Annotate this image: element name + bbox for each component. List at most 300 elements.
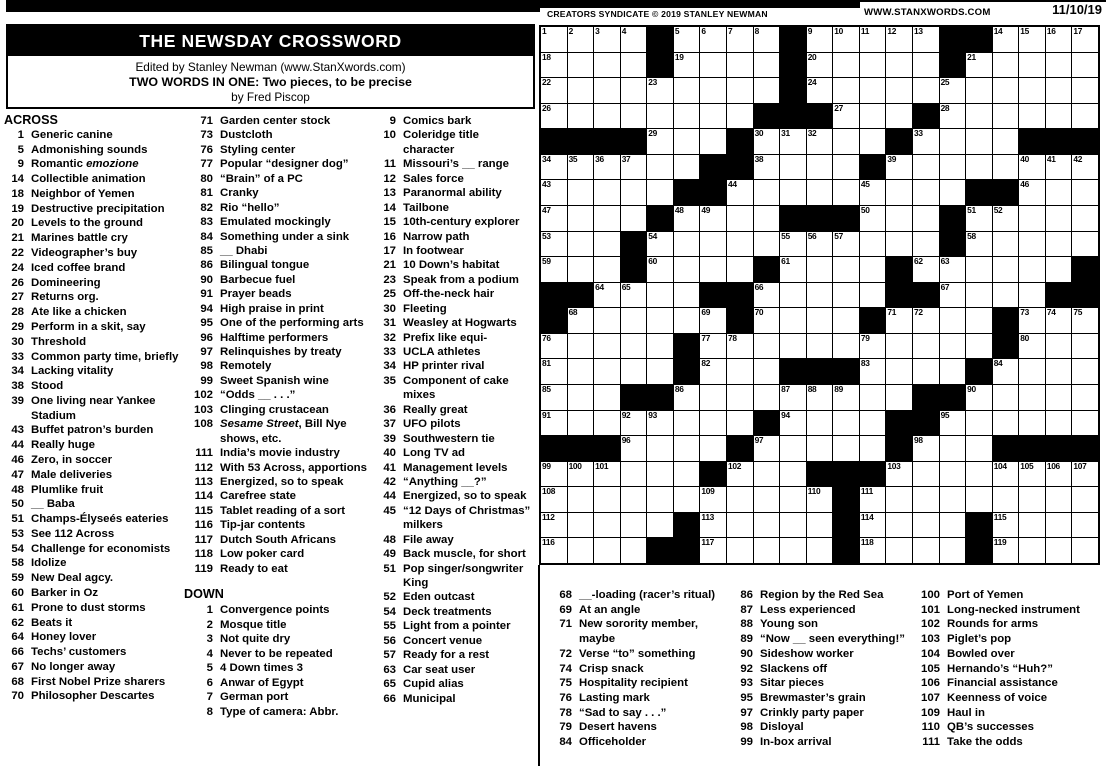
- grid-cell-r10c18[interactable]: [1019, 283, 1045, 308]
- grid-cell-r15c9[interactable]: [780, 411, 806, 436]
- grid-cell-r3c4[interactable]: [647, 104, 673, 129]
- grid-cell-r5c9[interactable]: [780, 155, 806, 180]
- grid-cell-r9c4[interactable]: [647, 257, 673, 282]
- grid-cell-r4c4[interactable]: [647, 129, 673, 154]
- grid-cell-r7c18[interactable]: [1019, 206, 1045, 231]
- grid-cell-r6c19[interactable]: [1046, 180, 1072, 205]
- grid-cell-r19c6[interactable]: [700, 513, 726, 538]
- grid-cell-r16c8[interactable]: [754, 436, 780, 461]
- grid-cell-r12c16[interactable]: [966, 334, 992, 359]
- grid-cell-r2c10[interactable]: [807, 78, 833, 103]
- grid-cell-r4c9[interactable]: [780, 129, 806, 154]
- grid-cell-r18c16[interactable]: [966, 487, 992, 512]
- grid-cell-r1c20[interactable]: [1072, 53, 1098, 78]
- grid-cell-r2c20[interactable]: [1072, 78, 1098, 103]
- grid-cell-r8c11[interactable]: [833, 232, 859, 257]
- grid-cell-r15c0[interactable]: [541, 411, 567, 436]
- grid-cell-r18c13[interactable]: [886, 487, 912, 512]
- grid-cell-r3c0[interactable]: [541, 104, 567, 129]
- grid-cell-r20c8[interactable]: [754, 538, 780, 563]
- grid-cell-r13c2[interactable]: [594, 359, 620, 384]
- grid-cell-r16c4[interactable]: [647, 436, 673, 461]
- grid-cell-r2c2[interactable]: [594, 78, 620, 103]
- grid-cell-r7c1[interactable]: [568, 206, 594, 231]
- grid-cell-r14c11[interactable]: [833, 385, 859, 410]
- grid-cell-r3c12[interactable]: [860, 104, 886, 129]
- grid-cell-r8c0[interactable]: [541, 232, 567, 257]
- grid-cell-r9c18[interactable]: [1019, 257, 1045, 282]
- grid-cell-r11c9[interactable]: [780, 308, 806, 333]
- grid-cell-r18c9[interactable]: [780, 487, 806, 512]
- grid-cell-r9c15[interactable]: [940, 257, 966, 282]
- grid-cell-r8c17[interactable]: [993, 232, 1019, 257]
- grid-cell-r8c2[interactable]: [594, 232, 620, 257]
- grid-cell-r6c12[interactable]: [860, 180, 886, 205]
- grid-cell-r6c0[interactable]: [541, 180, 567, 205]
- grid-cell-r1c1[interactable]: [568, 53, 594, 78]
- grid-cell-r5c1[interactable]: [568, 155, 594, 180]
- grid-cell-r5c2[interactable]: [594, 155, 620, 180]
- grid-cell-r12c12[interactable]: [860, 334, 886, 359]
- grid-cell-r8c4[interactable]: [647, 232, 673, 257]
- grid-cell-r5c19[interactable]: [1046, 155, 1072, 180]
- grid-cell-r12c9[interactable]: [780, 334, 806, 359]
- grid-cell-r20c14[interactable]: [913, 538, 939, 563]
- grid-cell-r19c14[interactable]: [913, 513, 939, 538]
- grid-cell-r18c2[interactable]: [594, 487, 620, 512]
- grid-cell-r4c12[interactable]: [860, 129, 886, 154]
- grid-cell-r10c11[interactable]: [833, 283, 859, 308]
- grid-cell-r20c1[interactable]: [568, 538, 594, 563]
- grid-cell-r9c17[interactable]: [993, 257, 1019, 282]
- grid-cell-r10c9[interactable]: [780, 283, 806, 308]
- grid-cell-r12c11[interactable]: [833, 334, 859, 359]
- grid-cell-r17c4[interactable]: [647, 462, 673, 487]
- grid-cell-r5c10[interactable]: [807, 155, 833, 180]
- grid-cell-r7c2[interactable]: [594, 206, 620, 231]
- grid-cell-r19c19[interactable]: [1046, 513, 1072, 538]
- grid-cell-r12c20[interactable]: [1072, 334, 1098, 359]
- grid-cell-r20c12[interactable]: [860, 538, 886, 563]
- grid-cell-r0c20[interactable]: [1072, 27, 1098, 52]
- grid-cell-r11c10[interactable]: [807, 308, 833, 333]
- grid-cell-r12c18[interactable]: [1019, 334, 1045, 359]
- grid-cell-r4c11[interactable]: [833, 129, 859, 154]
- grid-cell-r0c14[interactable]: [913, 27, 939, 52]
- grid-cell-r16c5[interactable]: [674, 436, 700, 461]
- grid-cell-r3c20[interactable]: [1072, 104, 1098, 129]
- grid-cell-r8c20[interactable]: [1072, 232, 1098, 257]
- grid-cell-r14c0[interactable]: [541, 385, 567, 410]
- grid-cell-r2c0[interactable]: [541, 78, 567, 103]
- grid-cell-r13c4[interactable]: [647, 359, 673, 384]
- grid-cell-r10c16[interactable]: [966, 283, 992, 308]
- grid-cell-r12c2[interactable]: [594, 334, 620, 359]
- grid-cell-r0c2[interactable]: [594, 27, 620, 52]
- grid-cell-r16c15[interactable]: [940, 436, 966, 461]
- grid-cell-r6c13[interactable]: [886, 180, 912, 205]
- grid-cell-r3c1[interactable]: [568, 104, 594, 129]
- grid-cell-r16c14[interactable]: [913, 436, 939, 461]
- grid-cell-r5c4[interactable]: [647, 155, 673, 180]
- grid-cell-r4c17[interactable]: [993, 129, 1019, 154]
- grid-cell-r9c10[interactable]: [807, 257, 833, 282]
- grid-cell-r9c14[interactable]: [913, 257, 939, 282]
- grid-cell-r12c14[interactable]: [913, 334, 939, 359]
- grid-cell-r1c0[interactable]: [541, 53, 567, 78]
- grid-cell-r15c5[interactable]: [674, 411, 700, 436]
- grid-cell-r18c17[interactable]: [993, 487, 1019, 512]
- grid-cell-r6c7[interactable]: [727, 180, 753, 205]
- grid-cell-r20c6[interactable]: [700, 538, 726, 563]
- grid-cell-r3c3[interactable]: [621, 104, 647, 129]
- grid-cell-r2c4[interactable]: [647, 78, 673, 103]
- grid-cell-r3c13[interactable]: [886, 104, 912, 129]
- grid-cell-r11c16[interactable]: [966, 308, 992, 333]
- grid-cell-r5c11[interactable]: [833, 155, 859, 180]
- grid-cell-r18c3[interactable]: [621, 487, 647, 512]
- grid-cell-r8c6[interactable]: [700, 232, 726, 257]
- grid-cell-r18c7[interactable]: [727, 487, 753, 512]
- grid-cell-r0c3[interactable]: [621, 27, 647, 52]
- grid-cell-r4c8[interactable]: [754, 129, 780, 154]
- grid-cell-r17c5[interactable]: [674, 462, 700, 487]
- grid-cell-r17c7[interactable]: [727, 462, 753, 487]
- grid-cell-r17c2[interactable]: [594, 462, 620, 487]
- grid-cell-r17c14[interactable]: [913, 462, 939, 487]
- grid-cell-r11c4[interactable]: [647, 308, 673, 333]
- grid-cell-r2c16[interactable]: [966, 78, 992, 103]
- grid-cell-r1c18[interactable]: [1019, 53, 1045, 78]
- grid-cell-r16c12[interactable]: [860, 436, 886, 461]
- grid-cell-r13c17[interactable]: [993, 359, 1019, 384]
- grid-cell-r5c14[interactable]: [913, 155, 939, 180]
- grid-cell-r5c13[interactable]: [886, 155, 912, 180]
- grid-cell-r16c9[interactable]: [780, 436, 806, 461]
- grid-cell-r8c9[interactable]: [780, 232, 806, 257]
- grid-cell-r9c9[interactable]: [780, 257, 806, 282]
- grid-cell-r1c12[interactable]: [860, 53, 886, 78]
- grid-cell-r17c0[interactable]: [541, 462, 567, 487]
- grid-cell-r20c0[interactable]: [541, 538, 567, 563]
- grid-cell-r1c19[interactable]: [1046, 53, 1072, 78]
- grid-cell-r1c8[interactable]: [754, 53, 780, 78]
- grid-cell-r14c17[interactable]: [993, 385, 1019, 410]
- grid-cell-r6c3[interactable]: [621, 180, 647, 205]
- grid-cell-r8c8[interactable]: [754, 232, 780, 257]
- grid-cell-r7c16[interactable]: [966, 206, 992, 231]
- grid-cell-r18c14[interactable]: [913, 487, 939, 512]
- grid-cell-r8c1[interactable]: [568, 232, 594, 257]
- grid-cell-r0c17[interactable]: [993, 27, 1019, 52]
- grid-cell-r17c19[interactable]: [1046, 462, 1072, 487]
- grid-cell-r8c12[interactable]: [860, 232, 886, 257]
- grid-cell-r11c19[interactable]: [1046, 308, 1072, 333]
- grid-cell-r14c8[interactable]: [754, 385, 780, 410]
- grid-cell-r10c2[interactable]: [594, 283, 620, 308]
- grid-cell-r3c2[interactable]: [594, 104, 620, 129]
- grid-cell-r8c14[interactable]: [913, 232, 939, 257]
- grid-cell-r13c7[interactable]: [727, 359, 753, 384]
- grid-cell-r13c3[interactable]: [621, 359, 647, 384]
- grid-cell-r15c11[interactable]: [833, 411, 859, 436]
- grid-cell-r9c0[interactable]: [541, 257, 567, 282]
- grid-cell-r18c12[interactable]: [860, 487, 886, 512]
- grid-cell-r0c6[interactable]: [700, 27, 726, 52]
- grid-cell-r3c5[interactable]: [674, 104, 700, 129]
- grid-cell-r6c20[interactable]: [1072, 180, 1098, 205]
- grid-cell-r19c1[interactable]: [568, 513, 594, 538]
- grid-cell-r6c18[interactable]: [1019, 180, 1045, 205]
- grid-cell-r17c9[interactable]: [780, 462, 806, 487]
- grid-cell-r0c10[interactable]: [807, 27, 833, 52]
- grid-cell-r19c8[interactable]: [754, 513, 780, 538]
- grid-cell-r11c5[interactable]: [674, 308, 700, 333]
- grid-cell-r15c19[interactable]: [1046, 411, 1072, 436]
- grid-cell-r19c7[interactable]: [727, 513, 753, 538]
- grid-cell-r19c12[interactable]: [860, 513, 886, 538]
- grid-cell-r2c7[interactable]: [727, 78, 753, 103]
- grid-cell-r17c8[interactable]: [754, 462, 780, 487]
- grid-cell-r3c17[interactable]: [993, 104, 1019, 129]
- grid-cell-r17c3[interactable]: [621, 462, 647, 487]
- grid-cell-r13c1[interactable]: [568, 359, 594, 384]
- grid-cell-r15c2[interactable]: [594, 411, 620, 436]
- grid-cell-r13c0[interactable]: [541, 359, 567, 384]
- grid-cell-r6c15[interactable]: [940, 180, 966, 205]
- grid-cell-r14c16[interactable]: [966, 385, 992, 410]
- grid-cell-r20c18[interactable]: [1019, 538, 1045, 563]
- grid-cell-r10c10[interactable]: [807, 283, 833, 308]
- grid-cell-r12c4[interactable]: [647, 334, 673, 359]
- grid-cell-r19c18[interactable]: [1019, 513, 1045, 538]
- grid-cell-r20c15[interactable]: [940, 538, 966, 563]
- grid-cell-r8c5[interactable]: [674, 232, 700, 257]
- grid-cell-r0c8[interactable]: [754, 27, 780, 52]
- grid-cell-r0c12[interactable]: [860, 27, 886, 52]
- grid-cell-r16c11[interactable]: [833, 436, 859, 461]
- grid-cell-r18c19[interactable]: [1046, 487, 1072, 512]
- grid-cell-r11c2[interactable]: [594, 308, 620, 333]
- grid-cell-r0c7[interactable]: [727, 27, 753, 52]
- grid-cell-r16c16[interactable]: [966, 436, 992, 461]
- grid-cell-r9c16[interactable]: [966, 257, 992, 282]
- grid-cell-r0c13[interactable]: [886, 27, 912, 52]
- grid-cell-r2c12[interactable]: [860, 78, 886, 103]
- grid-cell-r5c5[interactable]: [674, 155, 700, 180]
- grid-cell-r9c6[interactable]: [700, 257, 726, 282]
- grid-cell-r0c5[interactable]: [674, 27, 700, 52]
- grid-cell-r8c16[interactable]: [966, 232, 992, 257]
- grid-cell-r18c20[interactable]: [1072, 487, 1098, 512]
- grid-cell-r15c12[interactable]: [860, 411, 886, 436]
- grid-cell-r12c7[interactable]: [727, 334, 753, 359]
- grid-cell-r20c17[interactable]: [993, 538, 1019, 563]
- grid-cell-r20c10[interactable]: [807, 538, 833, 563]
- grid-cell-r20c9[interactable]: [780, 538, 806, 563]
- grid-cell-r7c8[interactable]: [754, 206, 780, 231]
- grid-cell-r20c20[interactable]: [1072, 538, 1098, 563]
- grid-cell-r5c0[interactable]: [541, 155, 567, 180]
- grid-cell-r13c15[interactable]: [940, 359, 966, 384]
- grid-cell-r15c7[interactable]: [727, 411, 753, 436]
- grid-cell-r2c13[interactable]: [886, 78, 912, 103]
- grid-cell-r18c18[interactable]: [1019, 487, 1045, 512]
- grid-cell-r12c13[interactable]: [886, 334, 912, 359]
- grid-cell-r17c17[interactable]: [993, 462, 1019, 487]
- grid-cell-r3c7[interactable]: [727, 104, 753, 129]
- grid-cell-r13c19[interactable]: [1046, 359, 1072, 384]
- grid-cell-r15c15[interactable]: [940, 411, 966, 436]
- grid-cell-r5c15[interactable]: [940, 155, 966, 180]
- grid-cell-r2c17[interactable]: [993, 78, 1019, 103]
- grid-cell-r18c10[interactable]: [807, 487, 833, 512]
- grid-cell-r18c0[interactable]: [541, 487, 567, 512]
- grid-cell-r14c5[interactable]: [674, 385, 700, 410]
- grid-cell-r1c11[interactable]: [833, 53, 859, 78]
- grid-cell-r5c20[interactable]: [1072, 155, 1098, 180]
- grid-cell-r2c14[interactable]: [913, 78, 939, 103]
- grid-cell-r12c8[interactable]: [754, 334, 780, 359]
- grid-cell-r4c16[interactable]: [966, 129, 992, 154]
- grid-cell-r3c18[interactable]: [1019, 104, 1045, 129]
- grid-cell-r7c13[interactable]: [886, 206, 912, 231]
- grid-cell-r10c12[interactable]: [860, 283, 886, 308]
- grid-cell-r16c3[interactable]: [621, 436, 647, 461]
- grid-cell-r3c11[interactable]: [833, 104, 859, 129]
- grid-cell-r10c17[interactable]: [993, 283, 1019, 308]
- grid-cell-r7c12[interactable]: [860, 206, 886, 231]
- grid-cell-r4c10[interactable]: [807, 129, 833, 154]
- grid-cell-r12c15[interactable]: [940, 334, 966, 359]
- grid-cell-r7c5[interactable]: [674, 206, 700, 231]
- grid-cell-r4c15[interactable]: [940, 129, 966, 154]
- grid-cell-r18c6[interactable]: [700, 487, 726, 512]
- grid-cell-r3c16[interactable]: [966, 104, 992, 129]
- grid-cell-r8c18[interactable]: [1019, 232, 1045, 257]
- grid-cell-r19c10[interactable]: [807, 513, 833, 538]
- grid-cell-r10c5[interactable]: [674, 283, 700, 308]
- grid-cell-r7c20[interactable]: [1072, 206, 1098, 231]
- grid-cell-r2c1[interactable]: [568, 78, 594, 103]
- grid-cell-r11c6[interactable]: [700, 308, 726, 333]
- grid-cell-r0c11[interactable]: [833, 27, 859, 52]
- grid-cell-r1c2[interactable]: [594, 53, 620, 78]
- grid-cell-r15c10[interactable]: [807, 411, 833, 436]
- grid-cell-r2c8[interactable]: [754, 78, 780, 103]
- grid-cell-r11c3[interactable]: [621, 308, 647, 333]
- grid-cell-r13c12[interactable]: [860, 359, 886, 384]
- grid-cell-r19c4[interactable]: [647, 513, 673, 538]
- grid-cell-r1c17[interactable]: [993, 53, 1019, 78]
- grid-cell-r14c6[interactable]: [700, 385, 726, 410]
- grid-cell-r11c15[interactable]: [940, 308, 966, 333]
- grid-cell-r19c0[interactable]: [541, 513, 567, 538]
- grid-cell-r5c17[interactable]: [993, 155, 1019, 180]
- grid-cell-r15c3[interactable]: [621, 411, 647, 436]
- grid-cell-r6c1[interactable]: [568, 180, 594, 205]
- grid-cell-r2c6[interactable]: [700, 78, 726, 103]
- grid-cell-r3c6[interactable]: [700, 104, 726, 129]
- grid-cell-r1c13[interactable]: [886, 53, 912, 78]
- grid-cell-r9c12[interactable]: [860, 257, 886, 282]
- grid-cell-r7c14[interactable]: [913, 206, 939, 231]
- grid-cell-r13c6[interactable]: [700, 359, 726, 384]
- grid-cell-r8c7[interactable]: [727, 232, 753, 257]
- grid-cell-r11c18[interactable]: [1019, 308, 1045, 333]
- grid-cell-r13c20[interactable]: [1072, 359, 1098, 384]
- grid-cell-r6c14[interactable]: [913, 180, 939, 205]
- grid-cell-r10c3[interactable]: [621, 283, 647, 308]
- grid-cell-r2c3[interactable]: [621, 78, 647, 103]
- grid-cell-r12c3[interactable]: [621, 334, 647, 359]
- grid-cell-r9c5[interactable]: [674, 257, 700, 282]
- grid-cell-r20c13[interactable]: [886, 538, 912, 563]
- grid-cell-r1c6[interactable]: [700, 53, 726, 78]
- grid-cell-r17c18[interactable]: [1019, 462, 1045, 487]
- grid-cell-r11c11[interactable]: [833, 308, 859, 333]
- grid-cell-r17c13[interactable]: [886, 462, 912, 487]
- grid-cell-r17c15[interactable]: [940, 462, 966, 487]
- grid-cell-r7c17[interactable]: [993, 206, 1019, 231]
- grid-cell-r19c15[interactable]: [940, 513, 966, 538]
- grid-cell-r13c18[interactable]: [1019, 359, 1045, 384]
- grid-cell-r1c5[interactable]: [674, 53, 700, 78]
- grid-cell-r8c19[interactable]: [1046, 232, 1072, 257]
- grid-cell-r13c13[interactable]: [886, 359, 912, 384]
- grid-cell-r3c15[interactable]: [940, 104, 966, 129]
- grid-cell-r13c8[interactable]: [754, 359, 780, 384]
- grid-cell-r8c13[interactable]: [886, 232, 912, 257]
- grid-cell-r4c6[interactable]: [700, 129, 726, 154]
- grid-cell-r19c17[interactable]: [993, 513, 1019, 538]
- grid-cell-r14c19[interactable]: [1046, 385, 1072, 410]
- grid-cell-r3c19[interactable]: [1046, 104, 1072, 129]
- grid-cell-r1c16[interactable]: [966, 53, 992, 78]
- grid-cell-r2c11[interactable]: [833, 78, 859, 103]
- grid-cell-r2c5[interactable]: [674, 78, 700, 103]
- grid-cell-r20c2[interactable]: [594, 538, 620, 563]
- grid-cell-r16c6[interactable]: [700, 436, 726, 461]
- grid-cell-r15c1[interactable]: [568, 411, 594, 436]
- grid-cell-r10c8[interactable]: [754, 283, 780, 308]
- grid-cell-r14c12[interactable]: [860, 385, 886, 410]
- grid-cell-r9c2[interactable]: [594, 257, 620, 282]
- grid-cell-r14c18[interactable]: [1019, 385, 1045, 410]
- grid-cell-r5c18[interactable]: [1019, 155, 1045, 180]
- grid-cell-r11c1[interactable]: [568, 308, 594, 333]
- grid-cell-r2c19[interactable]: [1046, 78, 1072, 103]
- grid-cell-r14c7[interactable]: [727, 385, 753, 410]
- grid-cell-r1c14[interactable]: [913, 53, 939, 78]
- grid-cell-r6c11[interactable]: [833, 180, 859, 205]
- grid-cell-r0c1[interactable]: [568, 27, 594, 52]
- grid-cell-r13c14[interactable]: [913, 359, 939, 384]
- grid-cell-r6c9[interactable]: [780, 180, 806, 205]
- grid-cell-r7c19[interactable]: [1046, 206, 1072, 231]
- grid-cell-r1c3[interactable]: [621, 53, 647, 78]
- grid-cell-r12c1[interactable]: [568, 334, 594, 359]
- grid-cell-r18c1[interactable]: [568, 487, 594, 512]
- grid-cell-r14c2[interactable]: [594, 385, 620, 410]
- grid-cell-r7c6[interactable]: [700, 206, 726, 231]
- grid-cell-r17c20[interactable]: [1072, 462, 1098, 487]
- grid-cell-r11c20[interactable]: [1072, 308, 1098, 333]
- grid-cell-r14c20[interactable]: [1072, 385, 1098, 410]
- grid-cell-r2c18[interactable]: [1019, 78, 1045, 103]
- grid-cell-r0c18[interactable]: [1019, 27, 1045, 52]
- grid-cell-r14c10[interactable]: [807, 385, 833, 410]
